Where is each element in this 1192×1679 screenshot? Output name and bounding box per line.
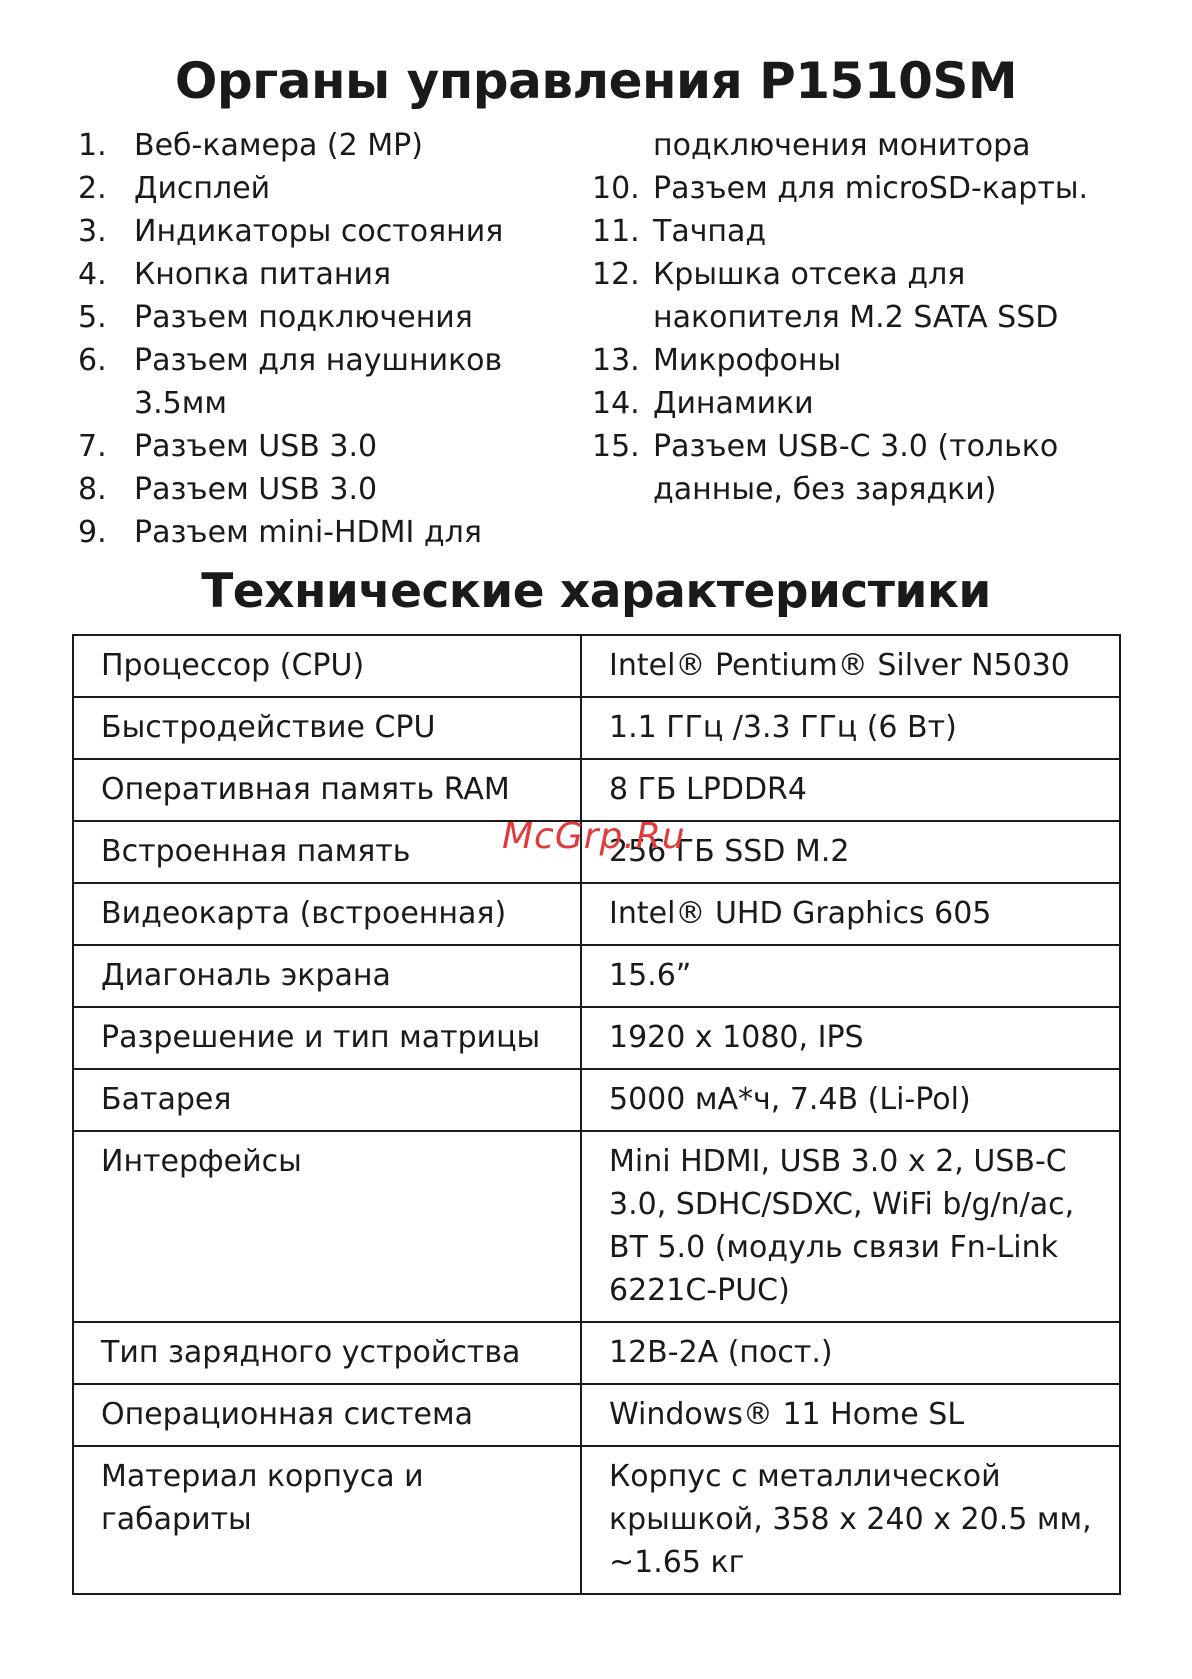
spec-label: Видеокарта (встроенная) bbox=[73, 883, 581, 945]
table-row bbox=[73, 1131, 1120, 1322]
item-text: данные, без зарядки) bbox=[653, 472, 997, 507]
list-item bbox=[78, 124, 548, 167]
spec-value: Intel® Pentium® Silver N5030 bbox=[581, 635, 1120, 697]
item-number: 4. bbox=[78, 257, 107, 292]
list-item bbox=[78, 167, 548, 210]
specs-table bbox=[72, 634, 1121, 1595]
specs-title: Технические характеристики bbox=[201, 564, 991, 619]
item-text: Крышка отсека для bbox=[653, 257, 966, 292]
table-row bbox=[73, 821, 1120, 883]
item-number: 1. bbox=[78, 128, 107, 163]
spec-value: Корпус с металлической крышкой, 358 x 240 x 20.5 мм, ~1.65 кг bbox=[581, 1446, 1120, 1594]
item-number bbox=[592, 468, 653, 511]
item-number bbox=[592, 296, 653, 339]
list-item bbox=[592, 425, 1152, 468]
item-number: 10. bbox=[592, 171, 640, 206]
spec-label: Операционная система bbox=[73, 1384, 581, 1446]
list-item bbox=[78, 210, 548, 253]
item-text: 3.5мм bbox=[134, 386, 227, 421]
controls-list-right bbox=[592, 124, 1152, 511]
list-item bbox=[78, 382, 548, 425]
spec-label: Быстродействие CPU bbox=[73, 697, 581, 759]
item-text: Разъем для наушников bbox=[134, 343, 503, 378]
list-item bbox=[592, 296, 1152, 339]
item-text: Разъем USB-C 3.0 (только bbox=[653, 429, 1059, 464]
item-number: 5. bbox=[78, 300, 107, 335]
item-text: Тачпад bbox=[653, 214, 767, 249]
spec-value: 15.6” bbox=[581, 945, 1120, 1007]
spec-value: 5000 мА*ч, 7.4В (Li-Pol) bbox=[581, 1069, 1120, 1131]
item-text: Кнопка питания bbox=[134, 257, 392, 292]
item-text: Разъем USB 3.0 bbox=[134, 472, 378, 507]
spec-label: Процессор (CPU) bbox=[73, 635, 581, 697]
item-number: 6. bbox=[78, 343, 107, 378]
item-number: 2. bbox=[78, 171, 107, 206]
list-item bbox=[592, 468, 1152, 511]
spec-value: 1.1 ГГц /3.3 ГГц (6 Вт) bbox=[581, 697, 1120, 759]
list-item bbox=[78, 511, 548, 554]
list-item bbox=[78, 468, 548, 511]
table-row bbox=[73, 1446, 1120, 1594]
table-row bbox=[73, 883, 1120, 945]
spec-label: Тип зарядного устройства bbox=[73, 1322, 581, 1384]
list-item bbox=[78, 425, 548, 468]
item-text: Индикаторы состояния bbox=[134, 214, 504, 249]
spec-label: Батарея bbox=[73, 1069, 581, 1131]
item-text: Динамики bbox=[653, 386, 814, 421]
item-text: Разъем USB 3.0 bbox=[134, 429, 378, 464]
table-row bbox=[73, 759, 1120, 821]
spec-value: Mini HDMI, USB 3.0 x 2, USB-C 3.0, SDHC/SDXC, WiFi b/g/n/ac, BT 5.0 (модуль связи Fn-Link 6221C-PUC) bbox=[581, 1131, 1120, 1322]
spec-label: Интерфейсы bbox=[73, 1131, 581, 1322]
spec-value: 1920 x 1080, IPS bbox=[581, 1007, 1120, 1069]
spec-value: Intel® UHD Graphics 605 bbox=[581, 883, 1120, 945]
item-number: 12. bbox=[592, 257, 640, 292]
spec-value: 256 ГБ SSD M.2 bbox=[581, 821, 1120, 883]
item-number: 13. bbox=[592, 343, 640, 378]
item-number bbox=[78, 382, 134, 425]
item-text: накопителя M.2 SATA SSD bbox=[653, 300, 1059, 335]
item-number: 8. bbox=[78, 472, 107, 507]
item-text: Дисплей bbox=[134, 171, 271, 206]
spec-label: Оперативная память RAM bbox=[73, 759, 581, 821]
table-row bbox=[73, 1069, 1120, 1131]
list-item bbox=[78, 296, 548, 339]
list-item bbox=[592, 382, 1152, 425]
item-number: 7. bbox=[78, 429, 107, 464]
spec-value: Windows® 11 Home SL bbox=[581, 1384, 1120, 1446]
spec-label: Диагональ экрана bbox=[73, 945, 581, 1007]
table-row bbox=[73, 1384, 1120, 1446]
item-text: подключения монитора bbox=[653, 128, 1031, 163]
controls-title: Органы управления P1510SM bbox=[174, 52, 1018, 110]
table-row bbox=[73, 635, 1120, 697]
table-row bbox=[73, 1007, 1120, 1069]
spec-value: 8 ГБ LPDDR4 bbox=[581, 759, 1120, 821]
list-item bbox=[592, 253, 1152, 296]
item-number: 15. bbox=[592, 429, 640, 464]
item-text: Разъем для microSD-карты. bbox=[653, 171, 1089, 206]
item-number: 11. bbox=[592, 214, 640, 249]
list-item bbox=[78, 339, 548, 382]
table-row bbox=[73, 1322, 1120, 1384]
item-number: 9. bbox=[78, 515, 107, 550]
spec-label: Материал корпуса и габариты bbox=[73, 1446, 581, 1594]
list-item bbox=[592, 124, 1152, 167]
item-text: Веб-камера (2 MP) bbox=[134, 128, 423, 163]
item-number: 3. bbox=[78, 214, 107, 249]
watermark: McGrp.Ru bbox=[502, 816, 686, 857]
spec-label: Разрешение и тип матрицы bbox=[73, 1007, 581, 1069]
list-item bbox=[592, 210, 1152, 253]
item-text: Микрофоны bbox=[653, 343, 842, 378]
spec-label: Встроенная память bbox=[73, 821, 581, 883]
item-number: 14. bbox=[592, 386, 640, 421]
item-text: Разъем mini-HDMI для bbox=[134, 515, 482, 550]
list-item bbox=[592, 167, 1152, 210]
table-row bbox=[73, 697, 1120, 759]
controls-list-left bbox=[78, 124, 548, 554]
item-number bbox=[592, 124, 653, 167]
list-item bbox=[592, 339, 1152, 382]
item-text: Разъем подключения bbox=[134, 300, 473, 335]
spec-value: 12В-2А (пост.) bbox=[581, 1322, 1120, 1384]
list-item bbox=[78, 253, 548, 296]
table-row bbox=[73, 945, 1120, 1007]
